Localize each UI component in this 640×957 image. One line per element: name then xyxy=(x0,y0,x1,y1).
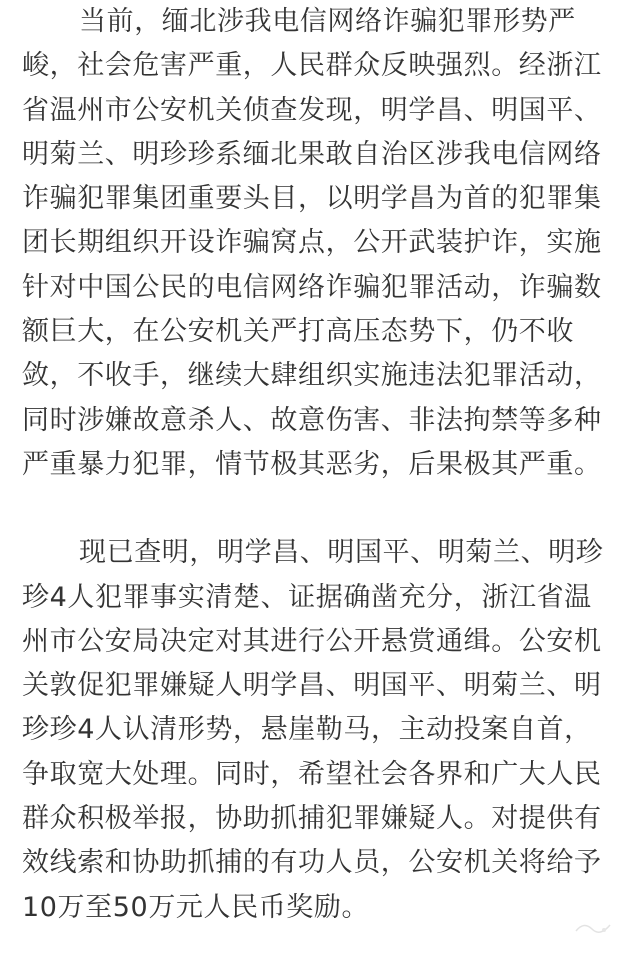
paragraph-2 xyxy=(22,531,622,930)
paragraph-line: 现已查明，明学昌、明国平、明菊兰、明珍 xyxy=(79,537,604,569)
paragraph-line: 针对中国公民的电信网络诈骗犯罪活动，诈骗数 xyxy=(22,271,602,303)
paragraph-line: 群众积极举报，协助抓捕犯罪嫌疑人。对提供有 xyxy=(22,803,602,835)
paragraph-line: 州市公安局决定对其进行公开悬赏通缉。公安机 xyxy=(22,625,602,657)
paragraph-line: 严重暴力犯罪，情节极其恶劣，后果极其严重。 xyxy=(22,448,602,480)
paragraph-line: 敛，不收手，继续大肆组织实施违法犯罪活动， xyxy=(22,360,602,392)
watermark-logo xyxy=(574,919,614,939)
paragraph-line: 诈骗犯罪集团重要头目，以明学昌为首的犯罪集 xyxy=(22,183,602,215)
article-body xyxy=(22,0,622,930)
paragraph-line: 当前，缅北涉我电信网络诈骗犯罪形势严 xyxy=(79,6,576,37)
paragraph-1 xyxy=(22,0,622,487)
paragraph-line: 珍4人犯罪事实清楚、证据确凿充分，浙江省温 xyxy=(22,581,592,613)
paragraph-line: 团长期组织开设诈骗窝点，公开武装护诈，实施 xyxy=(22,227,602,259)
paragraph-line: 效线索和协助抓捕的有功人员，公安机关将给予 xyxy=(22,847,602,879)
paragraph-line: 峻，社会危害严重，人民群众反映强烈。经浙江 xyxy=(22,50,602,82)
paragraph-line: 同时涉嫌故意杀人、故意伤害、非法拘禁等多种 xyxy=(22,404,602,436)
paragraph-line: 关敦促犯罪嫌疑人明学昌、明国平、明菊兰、明 xyxy=(22,670,602,702)
paragraph-line: 珍珍4人认清形势，悬崖勒马，主动投案自首， xyxy=(22,714,592,746)
paragraph-line: 省温州市公安机关侦查发现，明学昌、明国平、 xyxy=(22,94,602,126)
paragraph-line: 10万至50万元人民币奖励。 xyxy=(22,891,370,923)
paragraph-line: 明菊兰、明珍珍系缅北果敢自治区涉我电信网络 xyxy=(22,138,602,170)
paragraph-line: 争取宽大处理。同时，希望社会各界和广大人民 xyxy=(22,758,602,790)
paragraph-line: 额巨大，在公安机关严打高压态势下，仍不收 xyxy=(22,316,574,348)
